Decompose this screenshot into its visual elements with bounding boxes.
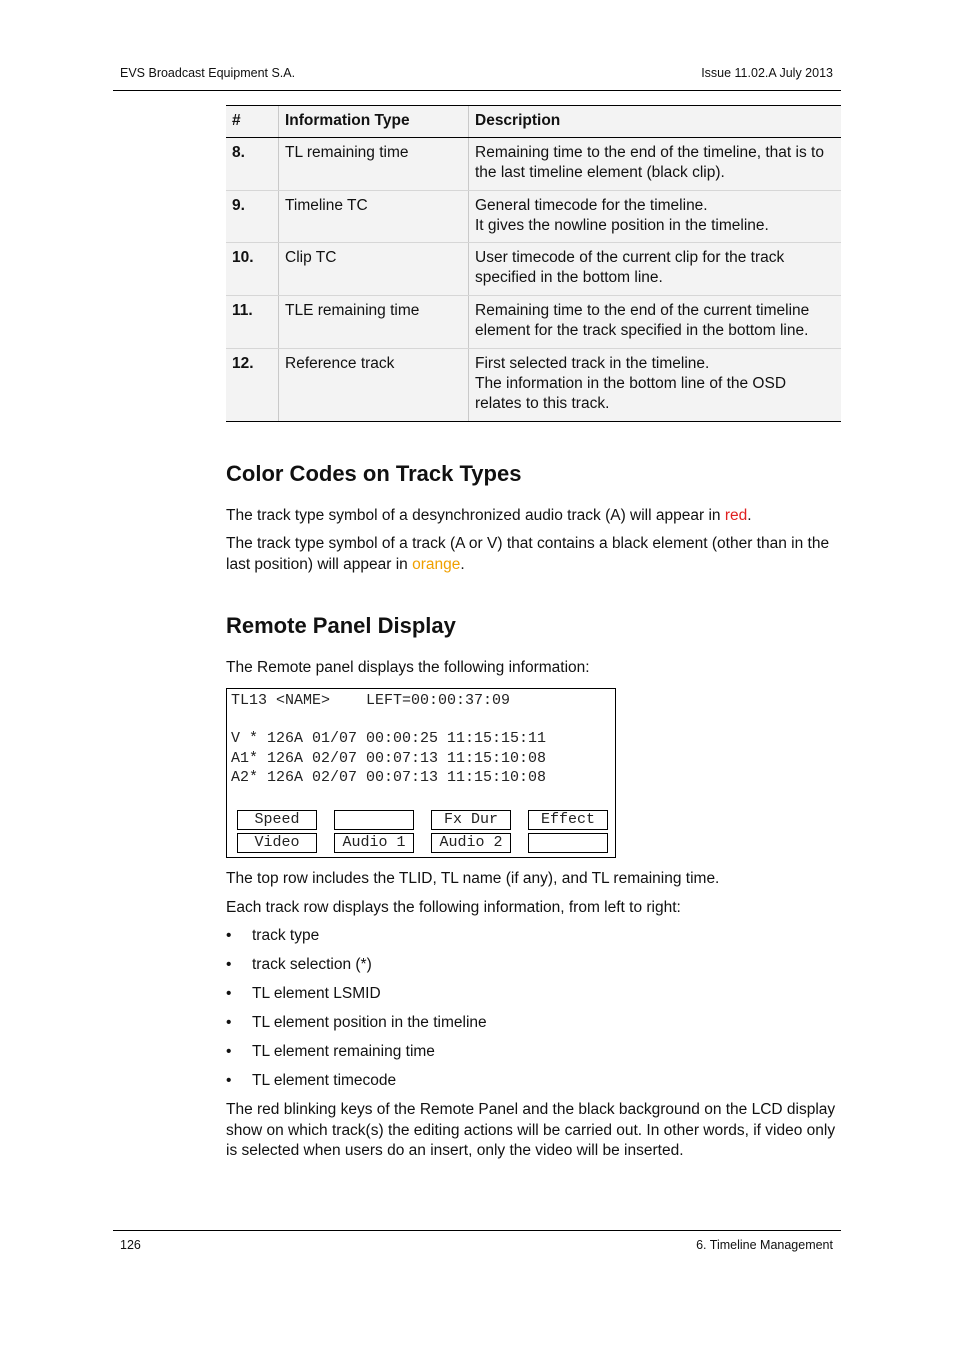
row-information-type: TL remaining time <box>279 138 469 191</box>
lcd-key-blank[interactable] <box>528 833 608 853</box>
orange-color-word: orange <box>412 555 461 573</box>
footer-divider <box>113 1230 841 1231</box>
description-line: Remaining time to the end of the current timeline element for the track specified in the bottom line. <box>475 302 810 339</box>
row-number: 9. <box>226 191 279 243</box>
section-heading-color-codes: Color Codes on Track Types <box>226 461 522 486</box>
row-information-type: Clip TC <box>279 243 469 296</box>
track-row-fields-list <box>226 925 487 1099</box>
row-information-type: Reference track <box>279 349 469 422</box>
red-color-word: red <box>724 507 748 524</box>
text-segment: The track type symbol of a desynchronized audio track (A) will appear in <box>226 507 725 524</box>
row-description <box>469 296 842 349</box>
list-item <box>226 1041 487 1070</box>
text-segment: . <box>747 507 752 524</box>
list-item-text: track selection (*) <box>252 956 372 973</box>
table-row <box>226 138 841 191</box>
row-description <box>469 138 842 191</box>
row-information-type: Timeline TC <box>279 191 469 243</box>
color-codes-paragraph-orange <box>226 534 841 575</box>
column-header-information-type: Information Type <box>279 106 469 138</box>
text-segment: The track type symbol of a track (A or V) that contains a black element (other than in the last position) will appear in <box>226 535 830 573</box>
remote-panel-lcd-display <box>226 688 616 858</box>
track-row-explanation: Each track row displays the following information, from left to right: <box>226 899 681 916</box>
lcd-top-row: TL13 <NAME> LEFT=00:00:37:09 <box>231 692 511 709</box>
description-line: User timecode of the current clip for the track specified in the bottom line. <box>475 249 785 286</box>
row-number: 11. <box>226 296 279 349</box>
list-item-text: TL element LSMID <box>252 985 381 1002</box>
list-item <box>226 983 487 1012</box>
information-type-table <box>226 105 841 422</box>
closing-paragraph: The red blinking keys of the Remote Panel and the black background on the LCD display show on which track(s) the editing actions will be carried out. In other words, if video only is selected when users do an insert, only the video will be inserted. <box>226 1101 836 1159</box>
lcd-key-effect[interactable]: Effect <box>528 810 608 830</box>
remote-panel-intro: The Remote panel displays the following information: <box>226 659 590 676</box>
lcd-key-blank[interactable] <box>334 810 414 830</box>
row-description <box>469 191 842 243</box>
list-item-text: track type <box>252 927 320 944</box>
lcd-key-audio-2[interactable]: Audio 2 <box>431 833 511 853</box>
lcd-key-audio-1[interactable]: Audio 1 <box>334 833 414 853</box>
table-row <box>226 191 841 243</box>
row-information-type: TLE remaining time <box>279 296 469 349</box>
row-description <box>469 349 842 422</box>
description-line: The information in the bottom line of the OSD relates to this track. <box>475 375 787 412</box>
footer-page-number: 126 <box>120 1238 141 1252</box>
bullet-icon: • <box>226 985 232 1002</box>
row-number: 12. <box>226 349 279 422</box>
list-item <box>226 1012 487 1041</box>
bullet-icon: • <box>226 1072 232 1089</box>
header-issue: Issue 11.02.A July 2013 <box>701 66 833 80</box>
column-header-number: # <box>226 106 279 138</box>
list-item <box>226 1070 487 1099</box>
lcd-key-speed[interactable]: Speed <box>237 810 317 830</box>
description-line: Remaining time to the end of the timeline, that is to the last timeline element (black clip). <box>475 144 824 181</box>
list-item-text: TL element position in the timeline <box>252 1014 487 1031</box>
list-item-text: TL element timecode <box>252 1072 397 1089</box>
header-company: EVS Broadcast Equipment S.A. <box>120 66 296 80</box>
row-number: 8. <box>226 138 279 191</box>
lcd-track-row: A1* 126A 02/07 00:07:13 11:15:10:08 <box>231 750 547 767</box>
bullet-icon: • <box>226 1043 232 1060</box>
lcd-track-row: A2* 126A 02/07 00:07:13 11:15:10:08 <box>231 769 547 786</box>
text-segment: . <box>460 555 465 573</box>
list-item-text: TL element remaining time <box>252 1043 435 1060</box>
footer-section-title: 6. Timeline Management <box>696 1238 833 1252</box>
row-description <box>469 243 842 296</box>
color-codes-paragraph-red <box>226 506 841 527</box>
table-header-row <box>226 106 841 138</box>
list-item <box>226 925 487 954</box>
lcd-key-fx-dur[interactable]: Fx Dur <box>431 810 511 830</box>
bullet-icon: • <box>226 956 232 973</box>
list-item <box>226 954 487 983</box>
header-divider <box>113 90 841 91</box>
row-number: 10. <box>226 243 279 296</box>
description-line: It gives the nowline position in the timeline. <box>475 217 769 234</box>
description-line: General timecode for the timeline. <box>475 197 708 214</box>
table-row <box>226 243 841 296</box>
description-line: First selected track in the timeline. <box>475 355 710 372</box>
top-row-explanation: The top row includes the TLID, TL name (if any), and TL remaining time. <box>226 870 720 887</box>
lcd-track-row: V * 126A 01/07 00:00:25 11:15:15:11 <box>231 730 547 747</box>
table-row <box>226 349 841 422</box>
lcd-key-row-top <box>237 810 625 830</box>
column-header-description: Description <box>469 106 842 138</box>
section-heading-remote-panel: Remote Panel Display <box>226 613 456 638</box>
bullet-icon: • <box>226 927 232 944</box>
table-row <box>226 296 841 349</box>
lcd-key-row-bottom <box>237 833 625 853</box>
lcd-key-video[interactable]: Video <box>237 833 317 853</box>
bullet-icon: • <box>226 1014 232 1031</box>
